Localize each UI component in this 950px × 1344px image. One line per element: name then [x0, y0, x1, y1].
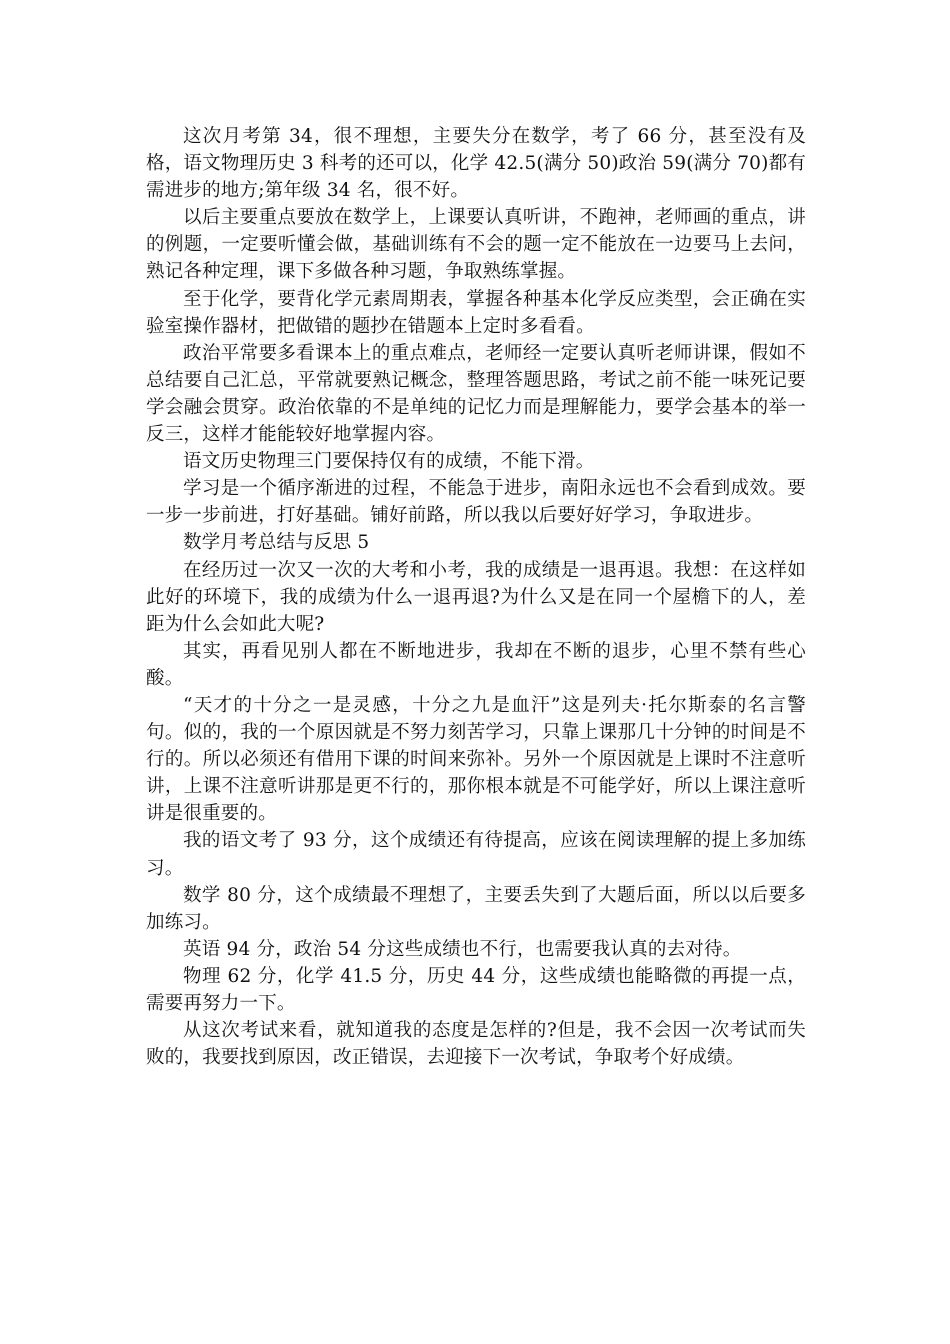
paragraph: 物理 62 分，化学 41.5 分，历史 44 分，这些成绩也能略微的再提一点，需要再努力一下。 — [146, 965, 806, 1014]
paragraph: 英语 94 分，政治 54 分这些成绩也不行，也需要我认真的去对待。 — [183, 938, 742, 960]
paragraph: 其实，再看见别人都在不断地进步，我却在不断的退步，心里不禁有些心酸。 — [146, 640, 806, 689]
paragraph: 至于化学，要背化学元素周期表，掌握各种基本化学反应类型，会正确在实验室操作器材，把做错的题抄在错题本上定时多看看。 — [146, 288, 806, 337]
paragraph: 我的语文考了 93 分，这个成绩还有待提高，应该在阅读理解的提上多加练习。 — [146, 830, 806, 879]
paragraph: 在经历过一次又一次的大考和小考，我的成绩是一退再退。我想：在这样如此好的环境下，我的成绩为什么一退再退?为什么又是在同一个屋檐下的人，差距为什么会如此大呢? — [146, 559, 806, 635]
paragraph: 数学 80 分，这个成绩最不理想了，主要丢失到了大题后面，所以以后要多加练习。 — [146, 884, 806, 933]
paragraph: 学习是一个循序渐进的过程，不能急于进步，南阳永远也不会看到成效。要一步一步前进，打好基础。铺好前路，所以我以后要好好学习，争取进步。 — [146, 478, 806, 527]
paragraph: 这次月考第 34，很不理想，主要失分在数学，考了 66 分，甚至没有及格，语文物理历史 3 科考的还可以，化学 42.5(满分 50)政治 59(满分 70)都有需进步的地方;第年级 34 名，很不好。 — [146, 126, 806, 202]
paragraph: 从这次考试来看，就知道我的态度是怎样的?但是，我不会因一次考试而失败的，我要找到原因，改正错误，去迎接下一次考试，争取考个好成绩。 — [146, 1020, 806, 1069]
paragraph: 以后主要重点要放在数学上，上课要认真听讲，不跑神，老师画的重点，讲的例题，一定要听懂会做，基础训练有不会的题一定不能放在一边要马上去问，熟记各种定理，课下多做各种习题，争取熟练掌握。 — [146, 207, 806, 283]
paragraph: 政治平常要多看课本上的重点难点，老师经一定要认真听老师讲课，假如不总结要自己汇总，平常就要熟记概念，整理答题思路，考试之前不能一味死记要学会融会贯穿。政治依靠的不是单纯的记忆力而是理解能力，要学会基本的举一反三，这样才能能较好地掌握内容。 — [146, 342, 806, 446]
section-heading: 数学月考总结与反思 5 — [183, 532, 370, 554]
paragraph: 语文历史物理三门要保持仅有的成绩，不能下滑。 — [183, 451, 595, 473]
paragraph: “天才的十分之一是灵感，十分之九是血汗”这是列夫·托尔斯泰的名言警句。似的，我的一个原因就是不努力刻苦学习，只靠上课那几十分钟的时间是不行的。所以必须还有借用下课的时间来弥补。另外一个原因就是上课时不注意听讲，上课不注意听讲那是更不行的，那你根本就是不可能学好，所以上课注意听讲是很重要的。 — [146, 694, 806, 825]
document-body — [146, 123, 806, 1071]
